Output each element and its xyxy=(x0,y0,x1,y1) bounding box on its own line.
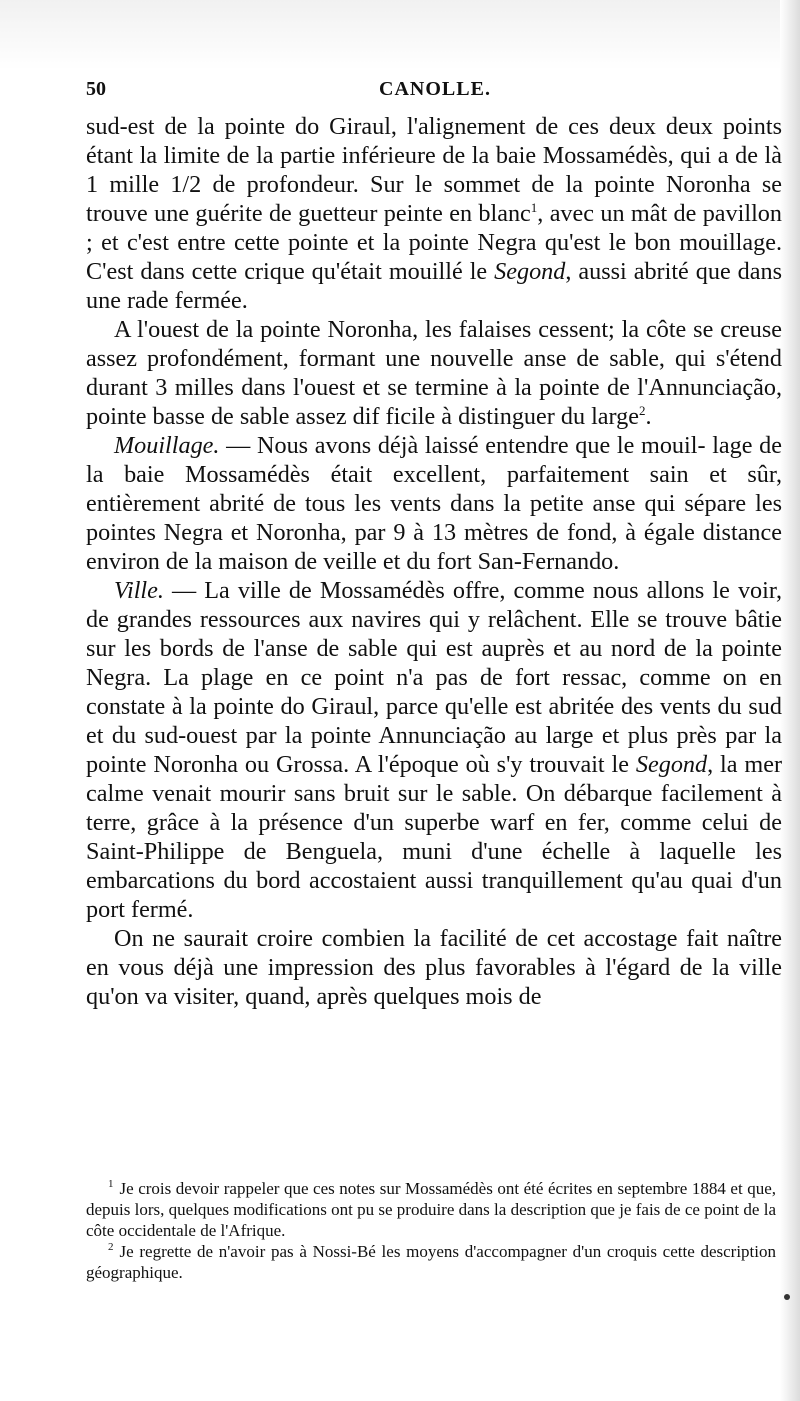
ship-name: Segond xyxy=(494,258,566,285)
section-heading: Mouillage. xyxy=(114,432,220,459)
footnote-text: Je crois devoir rappeler que ces notes sur Mossamédès ont été écrites en septembre 1884 et que, depuis lors, quelques modifications ont pu se produire dans la description que je fais de ce point de la côte occidentale de l'Afrique. xyxy=(86,1179,776,1240)
paragraph-text: , aussi abrité que dans une rade fermée. xyxy=(86,258,782,314)
paragraph-2 xyxy=(86,315,782,431)
page-header xyxy=(86,78,784,102)
footnotes xyxy=(86,1178,776,1283)
paragraph-5 xyxy=(86,924,782,1011)
footnote-text: Je regrette de n'avoir pas à Nossi-Bé les moyens d'accompagner d'un croquis cette description géographique. xyxy=(86,1242,776,1282)
ink-speck xyxy=(784,1294,790,1300)
paragraph-1 xyxy=(86,112,782,315)
paragraph-text: , avec un mât de pavillon ; et c'est entre cette pointe et la pointe Negra qu'est le bon mouillage. C'est dans cette crique qu'était mouillé le xyxy=(86,200,782,285)
paragraph-mouillage xyxy=(86,431,782,576)
page-top-shading xyxy=(0,0,800,70)
paragraph-text: , la mer calme venait mourir sans bruit sur le sable. On débarque facilement à terre, grâce à la présence d'un superbe warf en fer, comme celui de Saint-Philippe de Benguela, muni d'une échelle à laquelle les embarcations du bord accostaient aussi tranquillement qu'au quai d'un port fermé. xyxy=(86,751,782,923)
footnote-reference: 2 xyxy=(639,402,646,418)
page-number: 50 xyxy=(86,78,106,100)
paragraph-ville xyxy=(86,576,782,924)
paragraph-text: sud-est de la pointe do Giraul, l'alignement de ces deux deux points étant la limite de la partie inférieure de la baie Mossamédès, qui a de là 1 mille 1/2 de profondeur. Sur le sommet de la pointe Noronha se trouve une guérite de guetteur peinte en blanc xyxy=(86,113,782,227)
running-head: CANOLLE. xyxy=(379,78,491,100)
footnote-2 xyxy=(86,1241,776,1283)
ship-name: Segond xyxy=(635,751,708,778)
section-heading: Ville. xyxy=(114,577,164,604)
page-edge-shading xyxy=(780,0,800,1401)
footnote-mark: 2 xyxy=(108,1241,114,1254)
footnote-mark: 1 xyxy=(108,1178,114,1191)
footnote-1 xyxy=(86,1178,776,1241)
body-text xyxy=(86,112,782,1011)
paragraph-text: On ne saurait croire combien la facilité de cet accostage fait naître en vous déjà une impression des plus favorables à l'égard de la ville qu'on va visiter, quand, après quelques mois de xyxy=(86,925,782,1010)
paragraph-text: A l'ouest de la pointe Noronha, les falaises cessent; la côte se creuse assez profondément, formant une nouvelle anse de sable, qui s'étend durant 3 milles dans l'ouest et se termine à la pointe de l'Annunciação, pointe basse de sable assez dif ficile à distinguer du large xyxy=(86,316,782,430)
paragraph-text: — Nous avons déjà laissé entendre que le mouil- lage de la baie Mossamédès était excellent, parfaitement sain et sûr, entièrement abrité de tous les vents dans la petite anse qui sépare les pointes Negra et Noronha, par 9 à 13 mètres de fond, à égale distance environ de la maison de veille et du fort San-Fernando. xyxy=(86,432,782,575)
paragraph-text: . xyxy=(645,403,652,430)
footnote-reference: 1 xyxy=(530,199,538,215)
paragraph-text: — La ville de Mossamédès offre, comme nous allons le voir, de grandes ressources aux navires qui y relâchent. Elle se trouve bâtie sur les bords de l'anse de sable qui est auprès et au nord de la pointe Negra. La plage en ce point n'a pas de fort ressac, comme on en constate à la pointe do Giraul, parce qu'elle est abritée des vents du sud et du sud-ouest par la pointe Annunciação au large et plus près par la pointe Noronha ou Grossa. A l'époque où s'y trouvait le xyxy=(86,577,782,778)
